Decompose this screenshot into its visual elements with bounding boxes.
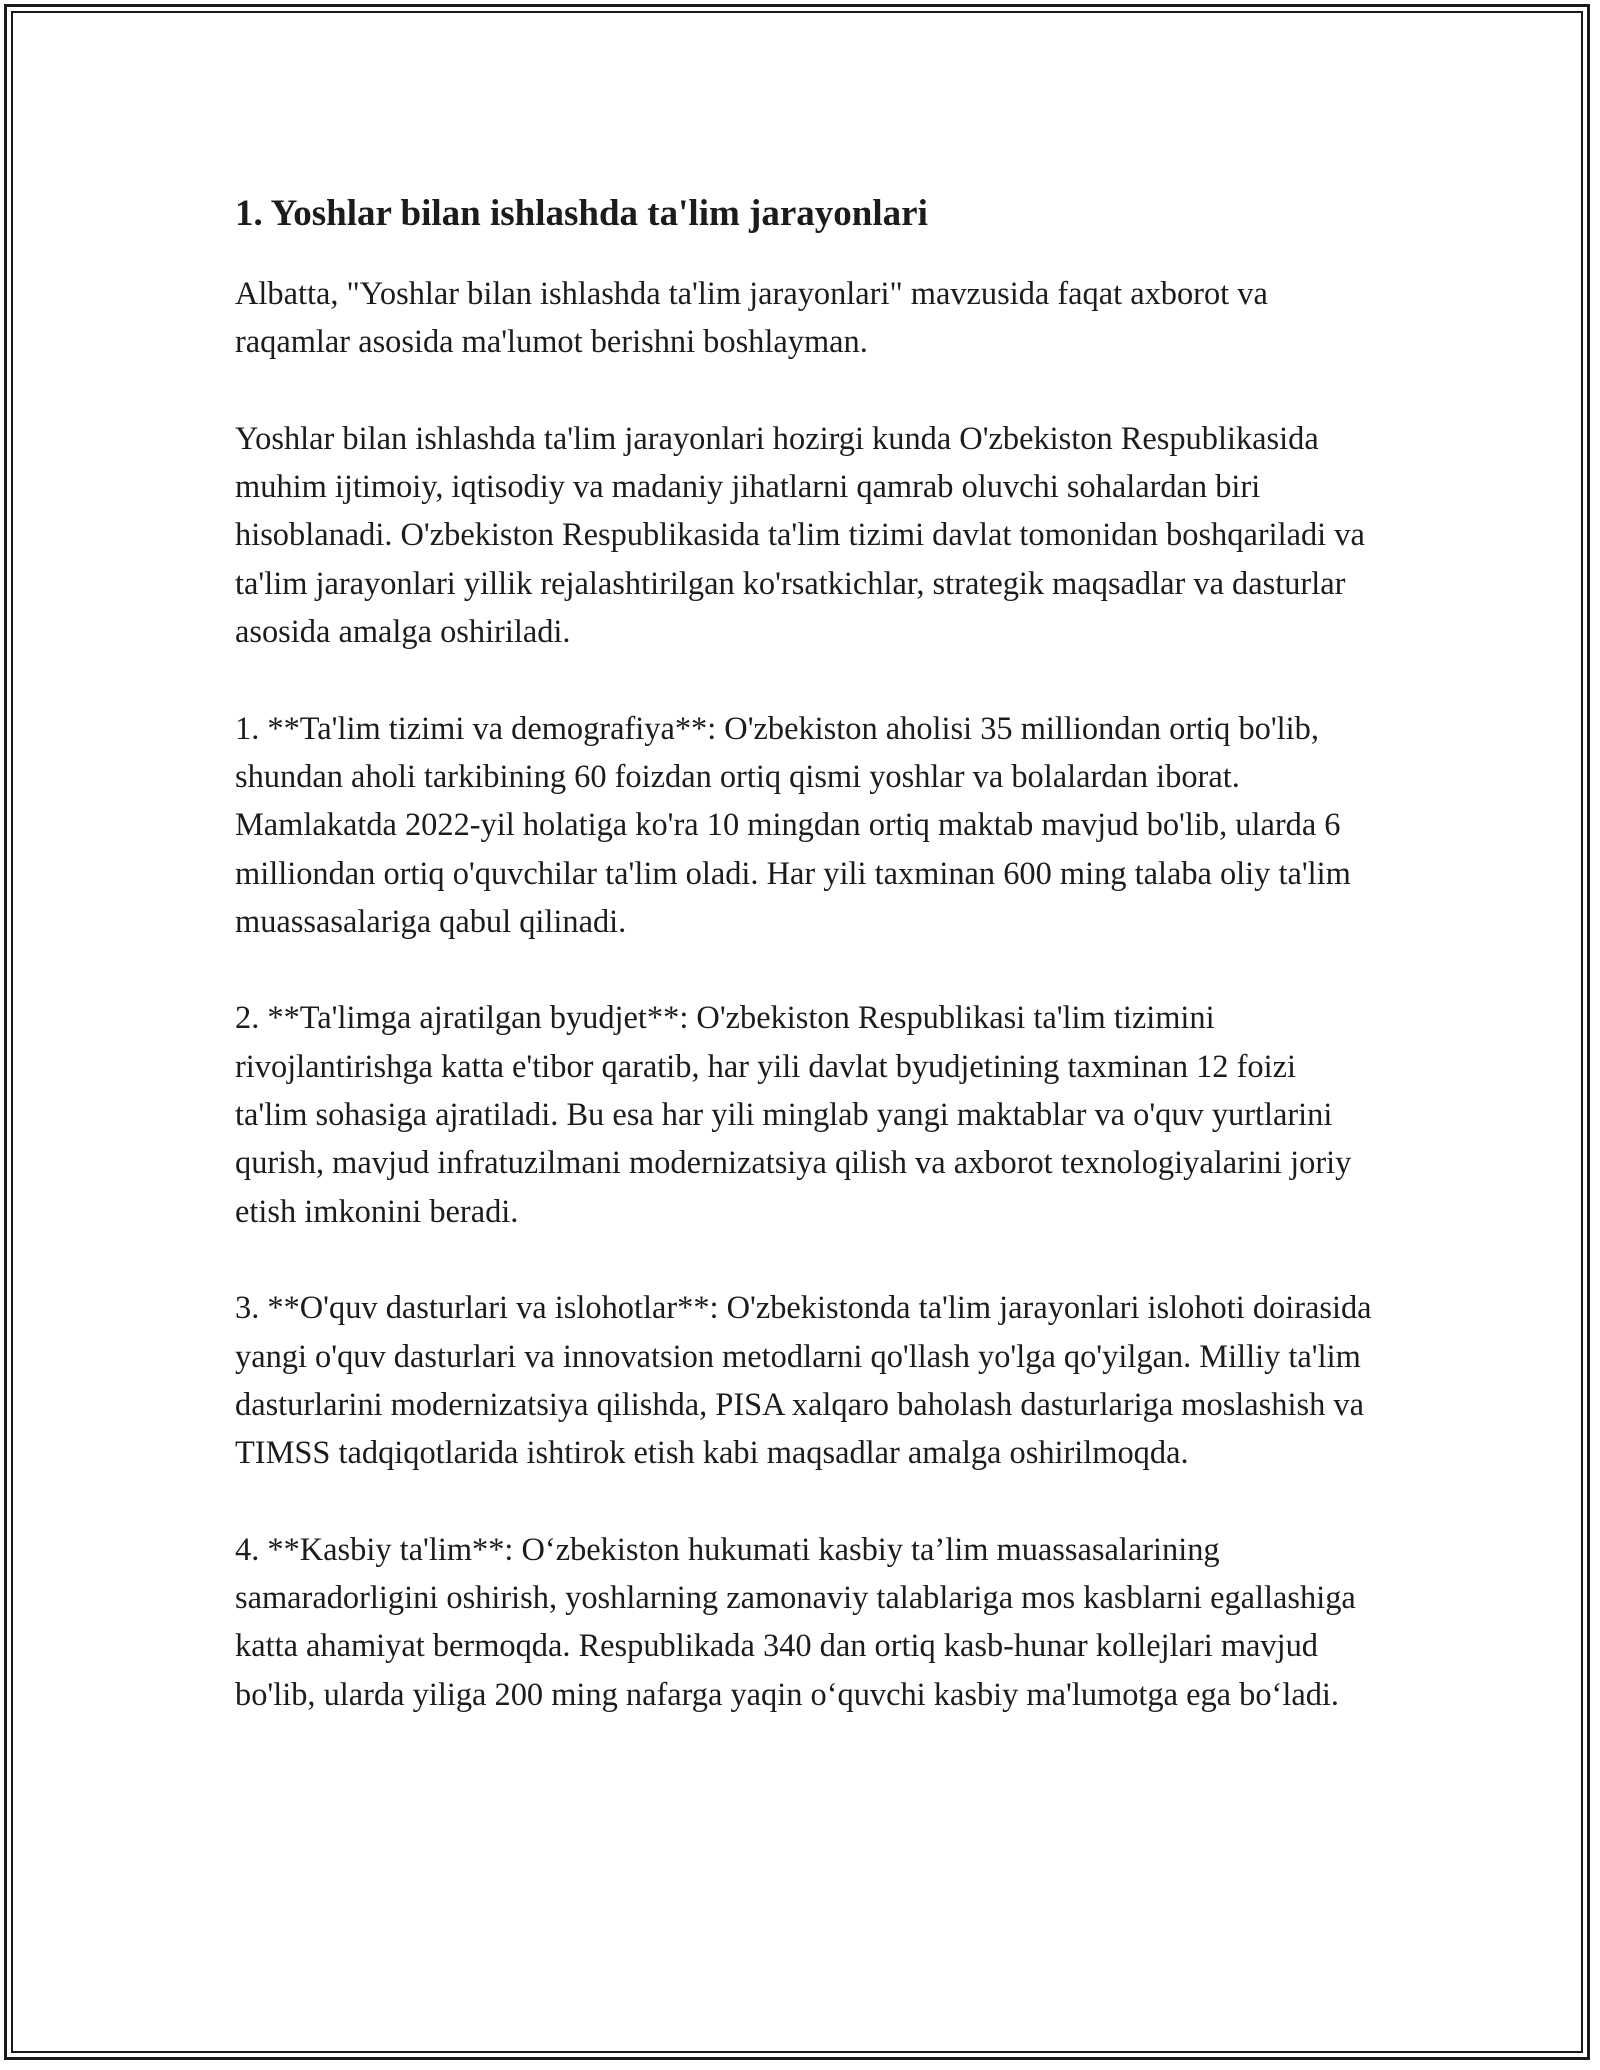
budget-paragraph: 2. **Ta'limga ajratilgan byudjet**: O'zbekiston Respublikasi ta'lim tizimini rivojlantirishga katta e'tibor qaratib, har yili davlat byudjetining taxminan 12 foizi ta'lim sohasiga ajratiladi. Bu esa har yili minglab yangi maktablar va o'quv yurtlarini qurish, mavjud infratuzilmani modernizatsiya qilish va axborot texnologiyalarini joriy etish imkonini beradi. — [235, 1000, 1352, 1230]
curriculum-paragraph: 3. **O'quv dasturlari va islohotlar**: O'zbekistonda ta'lim jarayonlari islohoti doirasida yangi o'quv dasturlari va innovatsion metodlarni qo'llash yo'lga qo'yilgan. Milliy ta'lim dasturlarini modernizatsiya qilishda, PISA xalqaro baholash dasturlariga moslashish va TIMSS tadqiqotlarida ishtirok etish kabi maqsadlar amalga oshirilmoqda. — [235, 1290, 1372, 1472]
document-title: 1. Yoshlar bilan ishlashda ta'lim jarayonlari — [235, 193, 928, 234]
demography-paragraph: 1. **Ta'lim tizimi va demografiya**: O'zbekiston aholisi 35 milliondan ortiq bo'lib, shundan aholi tarkibining 60 foizdan ortiq qismi yoshlar va bolalardan iborat. Mamlakatda 2022-yil holatiga ko'ra 10 mingdan ortiq maktab mavjud bo'lib, ularda 6 milliondan ortiq o'quvchilar ta'lim oladi. Har yili taxminan 600 ming talaba oliy ta'lim muassasalariga qabul qilinadi. — [235, 710, 1351, 940]
document-body — [235, 188, 1375, 1767]
vocational-paragraph: 4. **Kasbiy ta'lim**: O‘zbekiston hukumati kasbiy ta’lim muassasalarining samaradorligini oshirish, yoshlarning zamonaviy talablariga mos kasblarni egallashiga katta ahamiyat bermoqda. Respublikada 340 dan ortiq kasb-hunar kollejlari mavjud bo'lib, ularda yiliga 200 ming nafarga yaqin o‘quvchi kasbiy ma'lumotga ega bo‘ladi. — [235, 1531, 1356, 1713]
overview-paragraph: Yoshlar bilan ishlashda ta'lim jarayonlari hozirgi kunda O'zbekiston Respublikasida muhim ijtimoiy, iqtisodiy va madaniy jihatlarni qamrab oluvchi sohalardan biri hisoblanadi. O'zbekiston Respublikasida ta'lim tizimi davlat tomonidan boshqariladi va ta'lim jarayonlari yillik rejalashtirilgan ko'rsatkichlar, strategik maqsadlar va dasturlar asosida amalga oshiriladi. — [235, 420, 1365, 651]
intro-paragraph: Albatta, "Yoshlar bilan ishlashda ta'lim jarayonlari" mavzusida faqat axborot va raqamlar asosida ma'lumot berishni boshlayman. — [235, 276, 1268, 361]
